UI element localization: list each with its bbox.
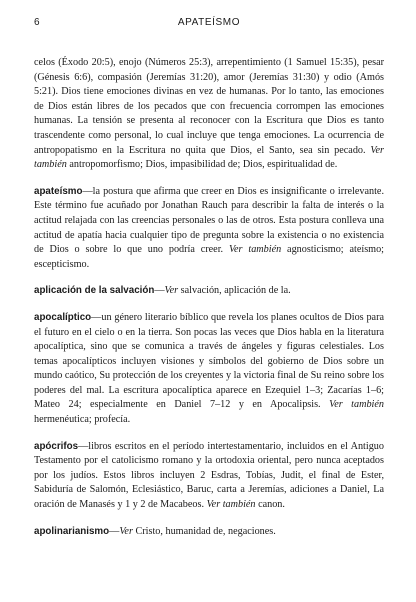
entry-text: libros escritos en el período intertestamentario, incluidos en el Antiguo Testamento por el catolicismo romano y la ortodoxia oriental, pero nunca aceptados por los judíos. Estos libros incluyen 2 Esdras, Tobías, Judit, el final de Ester, Sabiduría de Salomón, Eclesiástico, Baruc, carta a Jeremías, adiciones a Daniel, La oración de Manasés y 1 y 2 de Macabeos. [34,440,384,511]
xref-label: Ver también [228,244,282,256]
entry-text: un género literario bíblico que revela los planes ocultos de Dios para el futuro en el cielo o en la tierra. Son pocas las veces que Dios habla en la literatura apocalíptica, sino que se comunica a través de ángeles y figuras celestiales. Los temas apocalípticos incluyen visiones y símbolos del gobierno de Dios sobre un mundo caótico, Su protección de los creyentes y la victoria final de Su reino sobre los poderes del mal. La escritura apocalíptica aparece en Ezequiel 1–3; Zacarías 1–6; Mateo 24; especialmente en Daniel 7–12 y en Apocalipsis. [34,311,384,411]
headword: apateísmo [34,185,83,197]
entry-text: la postura que afirma que creer en Dios es insignificante o irrelevante. Este término fue acuñado por Jonathan Rauch para describir la falta de interés o la actitud relajada con las creencias personales o las de otros. Esta postura conlleva una actitud de apatía hacia cualquier tipo de pregunta sobre la existencia o no existencia de Dios o sobre lo que uno podría creer. [34,185,384,256]
dictionary-page [34,16,384,594]
entry-aplicacion-de-la-salvacion [34,284,384,299]
headword: aplicación de la salvación [34,285,155,297]
xref-text: agnosticismo; ateísmo; escepticismo. [34,244,385,270]
em-dash: — [109,525,120,537]
entry-apateismo [34,185,384,273]
em-dash: — [154,285,165,297]
entry-apolinarianismo [34,525,384,540]
running-head [34,16,384,30]
em-dash: — [78,440,89,452]
xref-label: Ver también [34,144,385,171]
em-dash: — [82,185,93,197]
entry-apocrifos [34,440,384,513]
xref-text: antropomorfismo; Dios, impasibilidad de; Dios, espiritualidad de. [69,159,338,171]
entry-continuation [34,56,384,173]
em-dash: — [91,311,102,323]
xref-label: Ver también [206,499,256,511]
headword: apocalíptico [34,311,92,323]
entry-list [34,56,384,539]
xref-text: salvación, aplicación de la. [180,285,291,297]
xref-text: canon. [258,499,285,511]
entry-apocaliptico [34,311,384,428]
running-title: APATEÍSMO [177,17,241,28]
xref-text: Cristo, humanidad de, negaciones. [135,525,276,537]
xref-label: Ver [164,285,179,297]
xref-label: Ver también [329,399,384,411]
page-number: 6 [34,17,41,28]
xref-text: hermenéutica; profecía. [34,414,131,426]
headword: apolinarianismo [34,525,110,537]
headword: apócrifos [34,440,79,452]
xref-label: Ver [119,525,133,537]
entry-text: celos (Éxodo 20:5), enojo (Números 25:3), arrepentimiento (1 Samuel 15:35), pesar (Génesis 6:6), compasión (Jeremías 31:20), amor (Jeremías 31:30) y odio (Amós 5:21). Dios tiene emociones divinas en vez de humanas. Por lo tanto, las emociones de Dios están libres de los pecados que con frecuencia corrompen las emociones humanas. La tensión se presenta al reconocer con la Escritura que Dios es tanto trascendente como personal, lo cual incluye que tenga emociones. La ocurrencia de antropopatismo en la Escritura no quita que Dios, el Santo, sea sin pecado. [34,57,384,156]
